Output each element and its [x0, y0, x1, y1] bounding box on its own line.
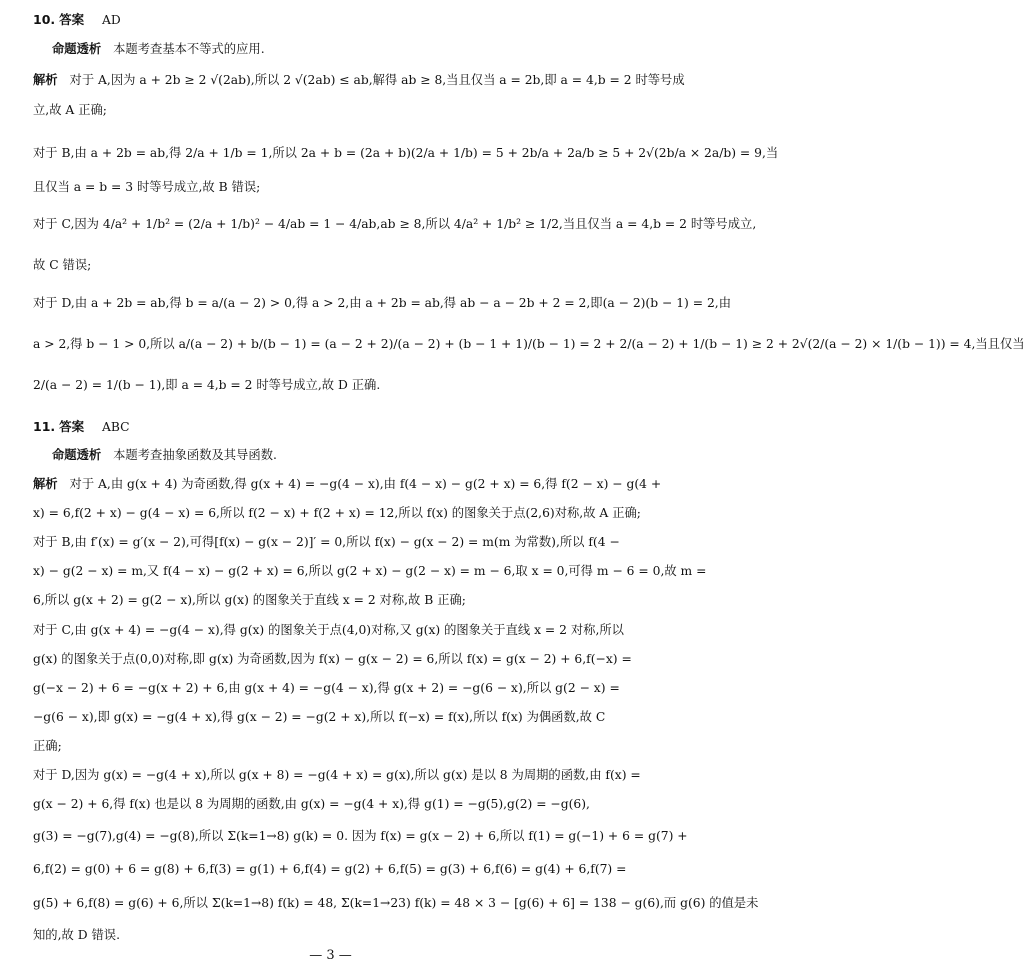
- q11-header: [33, 419, 645, 435]
- q10-number: 10.: [33, 12, 56, 27]
- q11-analysis-label: 解析: [33, 477, 58, 491]
- q11-line-2: 对于 B,由 f′(x) = g′(x − 2),可得[f(x) − g(x − 2)]′ = 0,所以 f(x) − g(x − 2) = m(m 为常数),所以 f(4 −: [33, 535, 620, 549]
- q10-intro-text: 本题考查基本不等式的应用.: [113, 42, 265, 56]
- q11-line-4: 6,所以 g(x + 2) = g(2 − x),所以 g(x) 的图象关于直线 x = 2 对称,故 B 正确;: [33, 593, 466, 607]
- q10-analysis-label: 解析: [33, 73, 58, 87]
- q10-line-2: 对于 B,由 a + 2b = ab,得 2/a + 1/b = 1,所以 2a + b = (2a + b)(2/a + 1/b) = 5 + 2b/a + 2a/b ≥ 5 + 2√(2b/a × 2a/b) = 9,当: [33, 146, 779, 160]
- q11-line-15: 知的,故 D 错误.: [33, 928, 120, 942]
- q11-line-5: 对于 C,由 g(x + 4) = −g(4 − x),得 g(x) 的图象关于点(4,0)对称,又 g(x) 的图象关于直线 x = 2 对称,所以: [33, 623, 624, 637]
- q11-line-7: g(−x − 2) + 6 = −g(x + 2) + 6,由 g(x + 4) = −g(4 − x),得 g(x + 2) = −g(6 − x),所以 g(2 − x) =: [33, 681, 620, 695]
- q11-line-3: x) − g(2 − x) = m,又 f(4 − x) − g(2 + x) = 6,所以 g(2 + x) − g(2 − x) = m − 6,取 x = 0,可得 m − 6 = 0,故 m =: [33, 564, 707, 578]
- q11-line-10: 对于 D,因为 g(x) = −g(4 + x),所以 g(x + 8) = −g(4 + x) = g(x),所以 g(x) 是以 8 为周期的函数,由 f(x) =: [33, 768, 641, 782]
- q11-line-11: g(x − 2) + 6,得 f(x) 也是以 8 为周期的函数,由 g(x) = −g(4 + x),得 g(1) = −g(5),g(2) = −g(6),: [33, 797, 590, 811]
- q10-line-4: 对于 C,因为 4/a² + 1/b² = (2/a + 1/b)² − 4/ab = 1 − 4/ab,ab ≥ 8,所以 4/a² + 1/b² ≥ 1/2,当且仅当 a = 4,b = 2 时等号成立,: [33, 217, 757, 231]
- q11-line-9: 正确;: [33, 739, 62, 753]
- q11-line-0: [33, 477, 662, 492]
- q11-line-13: 6,f(2) = g(0) + 6 = g(8) + 6,f(3) = g(1) + 6,f(4) = g(2) + 6,f(5) = g(3) + 6,f(6) = g(4) + 6,f(7) =: [33, 862, 627, 876]
- q11-answer: ABC: [102, 420, 130, 434]
- q11-intro-text: 本题考查抽象函数及其导函数.: [113, 448, 277, 462]
- q11-line-12: g(3) = −g(7),g(4) = −g(8),所以 Σ(k=1→8) g(k) = 0. 因为 f(x) = g(x − 2) + 6,所以 f(1) = g(−1) + 6 = g(7) +: [33, 829, 688, 843]
- q10-line-1: 立,故 A 正确;: [33, 103, 107, 117]
- q10-intro: [52, 42, 664, 57]
- q10-line-text: 对于 A,因为 a + 2b ≥ 2 √(2ab),所以 2 √(2ab) ≤ ab,解得 ab ≥ 8,当且仅当 a = 2b,即 a = 4,b = 2 时等号成: [69, 73, 685, 87]
- q10-answer-label: 答案: [59, 12, 85, 27]
- q10-line-8: 2/(a − 2) = 1/(b − 1),即 a = 4,b = 2 时等号成立,故 D 正确.: [33, 378, 381, 392]
- q11-intro-label: 命题透析: [52, 448, 102, 462]
- q11-intro: [52, 448, 664, 463]
- q10-answer: AD: [102, 13, 121, 27]
- q11-line-8: −g(6 − x),即 g(x) = −g(4 + x),得 g(x − 2) = −g(2 + x),所以 f(−x) = f(x),所以 f(x) 为偶函数,故 C: [33, 710, 606, 724]
- q10-line-3: 且仅当 a = b = 3 时等号成立,故 B 错误;: [33, 180, 261, 194]
- q10-line-7: a > 2,得 b − 1 > 0,所以 a/(a − 2) + b/(b − 1) = (a − 2 + 2)/(a − 2) + (b − 1 + 1)/(b − 1) = 2 + 2/(a − 2) + 1/(b − 1) ≥ 2 + 2√(2/(a − 2) × 1/(b − 1)) = 4,当且仅当: [33, 337, 1025, 351]
- q11-line-14: g(5) + 6,f(8) = g(6) + 6,所以 Σ(k=1→8) f(k) = 48, Σ(k=1→23) f(k) = 48 × 3 − [g(6) + 6] = 138 − g(6),而 g(6) 的值是未: [33, 896, 759, 910]
- q11-number: 11.: [33, 419, 56, 434]
- q11-line-6: g(x) 的图象关于点(0,0)对称,即 g(x) 为奇函数,因为 f(x) − g(x − 2) = 6,所以 f(x) = g(x − 2) + 6,f(−x) =: [33, 652, 632, 666]
- q11-line-1: x) = 6,f(2 + x) − g(4 − x) = 6,所以 f(2 − x) + f(2 + x) = 12,所以 f(x) 的图象关于点(2,6)对称,故 A 正确;: [33, 506, 641, 520]
- q10-line-5: 故 C 错误;: [33, 258, 92, 272]
- q10-intro-label: 命题透析: [52, 42, 102, 56]
- q11-answer-label: 答案: [59, 419, 85, 434]
- q10-line-6: 对于 D,由 a + 2b = ab,得 b = a/(a − 2) > 0,得 a > 2,由 a + 2b = ab,得 ab − a − 2b + 2 = 2,即(a − 2)(b − 1) = 2,由: [33, 296, 731, 310]
- q10-header: [33, 12, 645, 28]
- page-number: — 3 —: [309, 948, 352, 963]
- q10-line-0: [33, 73, 685, 88]
- q11-line-text: 对于 A,由 g(x + 4) 为奇函数,得 g(x + 4) = −g(4 − x),由 f(4 − x) − g(2 + x) = 6,得 f(2 − x) − g(4 +: [69, 477, 662, 491]
